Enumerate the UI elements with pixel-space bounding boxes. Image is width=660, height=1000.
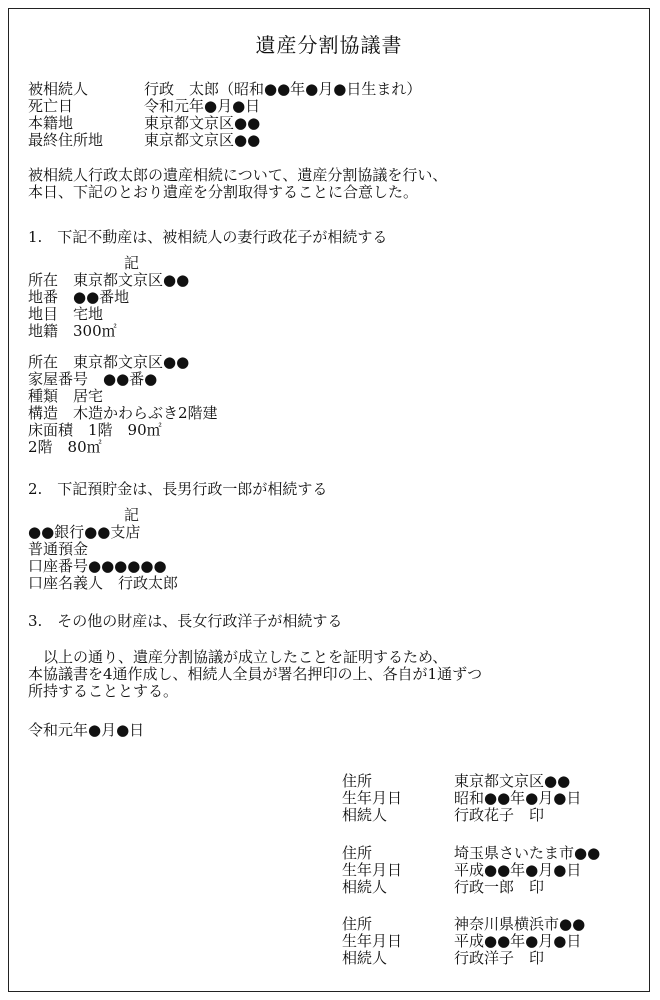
intro-line: 本日、下記のとおり遺産を分割取得することに合意した。: [28, 183, 419, 201]
domicile-row: [28, 115, 421, 132]
heir-value: 行政洋子 印: [454, 949, 545, 967]
deposit-line: 口座番号●●●●●●: [28, 557, 167, 575]
land-line: 所在 東京都文京区●●: [28, 271, 190, 289]
deposit-line: 普通預金: [28, 540, 89, 558]
signatory-block: [342, 845, 600, 896]
document-title: 遺産分割協議書: [255, 33, 403, 57]
heir-row: [342, 807, 581, 824]
building-line: 構造 木造かわらぶき2階建: [28, 404, 218, 422]
building-line: 家屋番号 ●●番●: [28, 370, 158, 388]
decedent-row: [28, 81, 421, 98]
decedent-info: [28, 81, 421, 149]
ki-mark: 記: [124, 506, 140, 524]
birth-label: 生年月日: [342, 861, 403, 879]
section-2: [28, 481, 327, 592]
heir-value: 行政花子 印: [454, 806, 545, 824]
address-value: 東京都文京区●●: [454, 772, 571, 790]
last-address-label: 最終住所地: [28, 131, 104, 149]
intro-paragraph: [28, 167, 447, 201]
birth-row: [342, 862, 600, 879]
land-line: 地籍 300㎡: [28, 322, 117, 340]
intro-line: 被相続人行政太郎の遺産相続について、遺産分割協議を行い、: [28, 166, 448, 184]
address-label: 住所: [342, 915, 373, 933]
heir-row: [342, 879, 600, 896]
section-3: [28, 613, 342, 630]
heir-label: 相続人: [342, 878, 388, 896]
birth-label: 生年月日: [342, 932, 403, 950]
section-2-heading: 2. 下記預貯金は、長男行政一郎が相続する: [28, 480, 328, 498]
signatory-block: [342, 773, 581, 824]
death-date-value: 令和元年●月●日: [144, 97, 261, 115]
death-date-label: 死亡日: [28, 97, 74, 115]
agreement-date: [28, 722, 144, 739]
last-address-value: 東京都文京区●●: [144, 131, 261, 149]
land-line: 地番 ●●番地: [28, 288, 130, 306]
decedent-name-value: 行政 太郎（昭和●●年●月●日生まれ）: [144, 80, 422, 98]
address-label: 住所: [342, 772, 373, 790]
birth-value: 平成●●年●月●日: [454, 861, 582, 879]
section-1: [28, 229, 387, 340]
decedent-name-label: 被相続人: [28, 80, 89, 98]
deposit-line: 口座名義人 行政太郎: [28, 574, 179, 592]
address-value: 埼玉県さいたま市●●: [454, 844, 601, 862]
agreement-date-text: 令和元年●月●日: [28, 721, 145, 739]
section-3-heading: 3. その他の財産は、長女行政洋子が相続する: [28, 612, 343, 630]
building-line: 2階 80㎡: [28, 438, 102, 456]
closing-line: 以上の通り、遺産分割協議が成立したことを証明するため、: [28, 648, 448, 666]
birth-value: 平成●●年●月●日: [454, 932, 582, 950]
signatory-block: [342, 916, 585, 967]
domicile-label: 本籍地: [28, 114, 74, 132]
deposit-line: ●●銀行●●支店: [28, 523, 141, 541]
birth-value: 昭和●●年●月●日: [454, 789, 582, 807]
closing-paragraph: [28, 649, 482, 700]
closing-line: 本協議書を4通作成し、相続人全員が署名押印の上、各自が1通ずつ: [28, 665, 483, 683]
document-page: [8, 8, 650, 992]
birth-row: [342, 790, 581, 807]
building-line: 所在 東京都文京区●●: [28, 353, 190, 371]
heir-row: [342, 950, 585, 967]
building-info: [28, 354, 218, 456]
death-date-row: [28, 98, 421, 115]
birth-row: [342, 933, 585, 950]
section-1-heading: 1. 下記不動産は、被相続人の妻行政花子が相続する: [28, 228, 388, 246]
birth-label: 生年月日: [342, 789, 403, 807]
heir-label: 相続人: [342, 806, 388, 824]
heir-value: 行政一郎 印: [454, 878, 545, 896]
address-row: [342, 845, 600, 862]
last-address-row: [28, 132, 421, 149]
closing-line: 所持することとする。: [28, 682, 179, 700]
building-line: 床面積 1階 90㎡: [28, 421, 162, 439]
heir-label: 相続人: [342, 949, 388, 967]
address-label: 住所: [342, 844, 373, 862]
address-value: 神奈川県横浜市●●: [454, 915, 586, 933]
ki-mark: 記: [124, 254, 140, 272]
land-line: 地目 宅地: [28, 305, 104, 323]
domicile-value: 東京都文京区●●: [144, 114, 261, 132]
building-line: 種類 居宅: [28, 387, 104, 405]
address-row: [342, 916, 585, 933]
address-row: [342, 773, 581, 790]
